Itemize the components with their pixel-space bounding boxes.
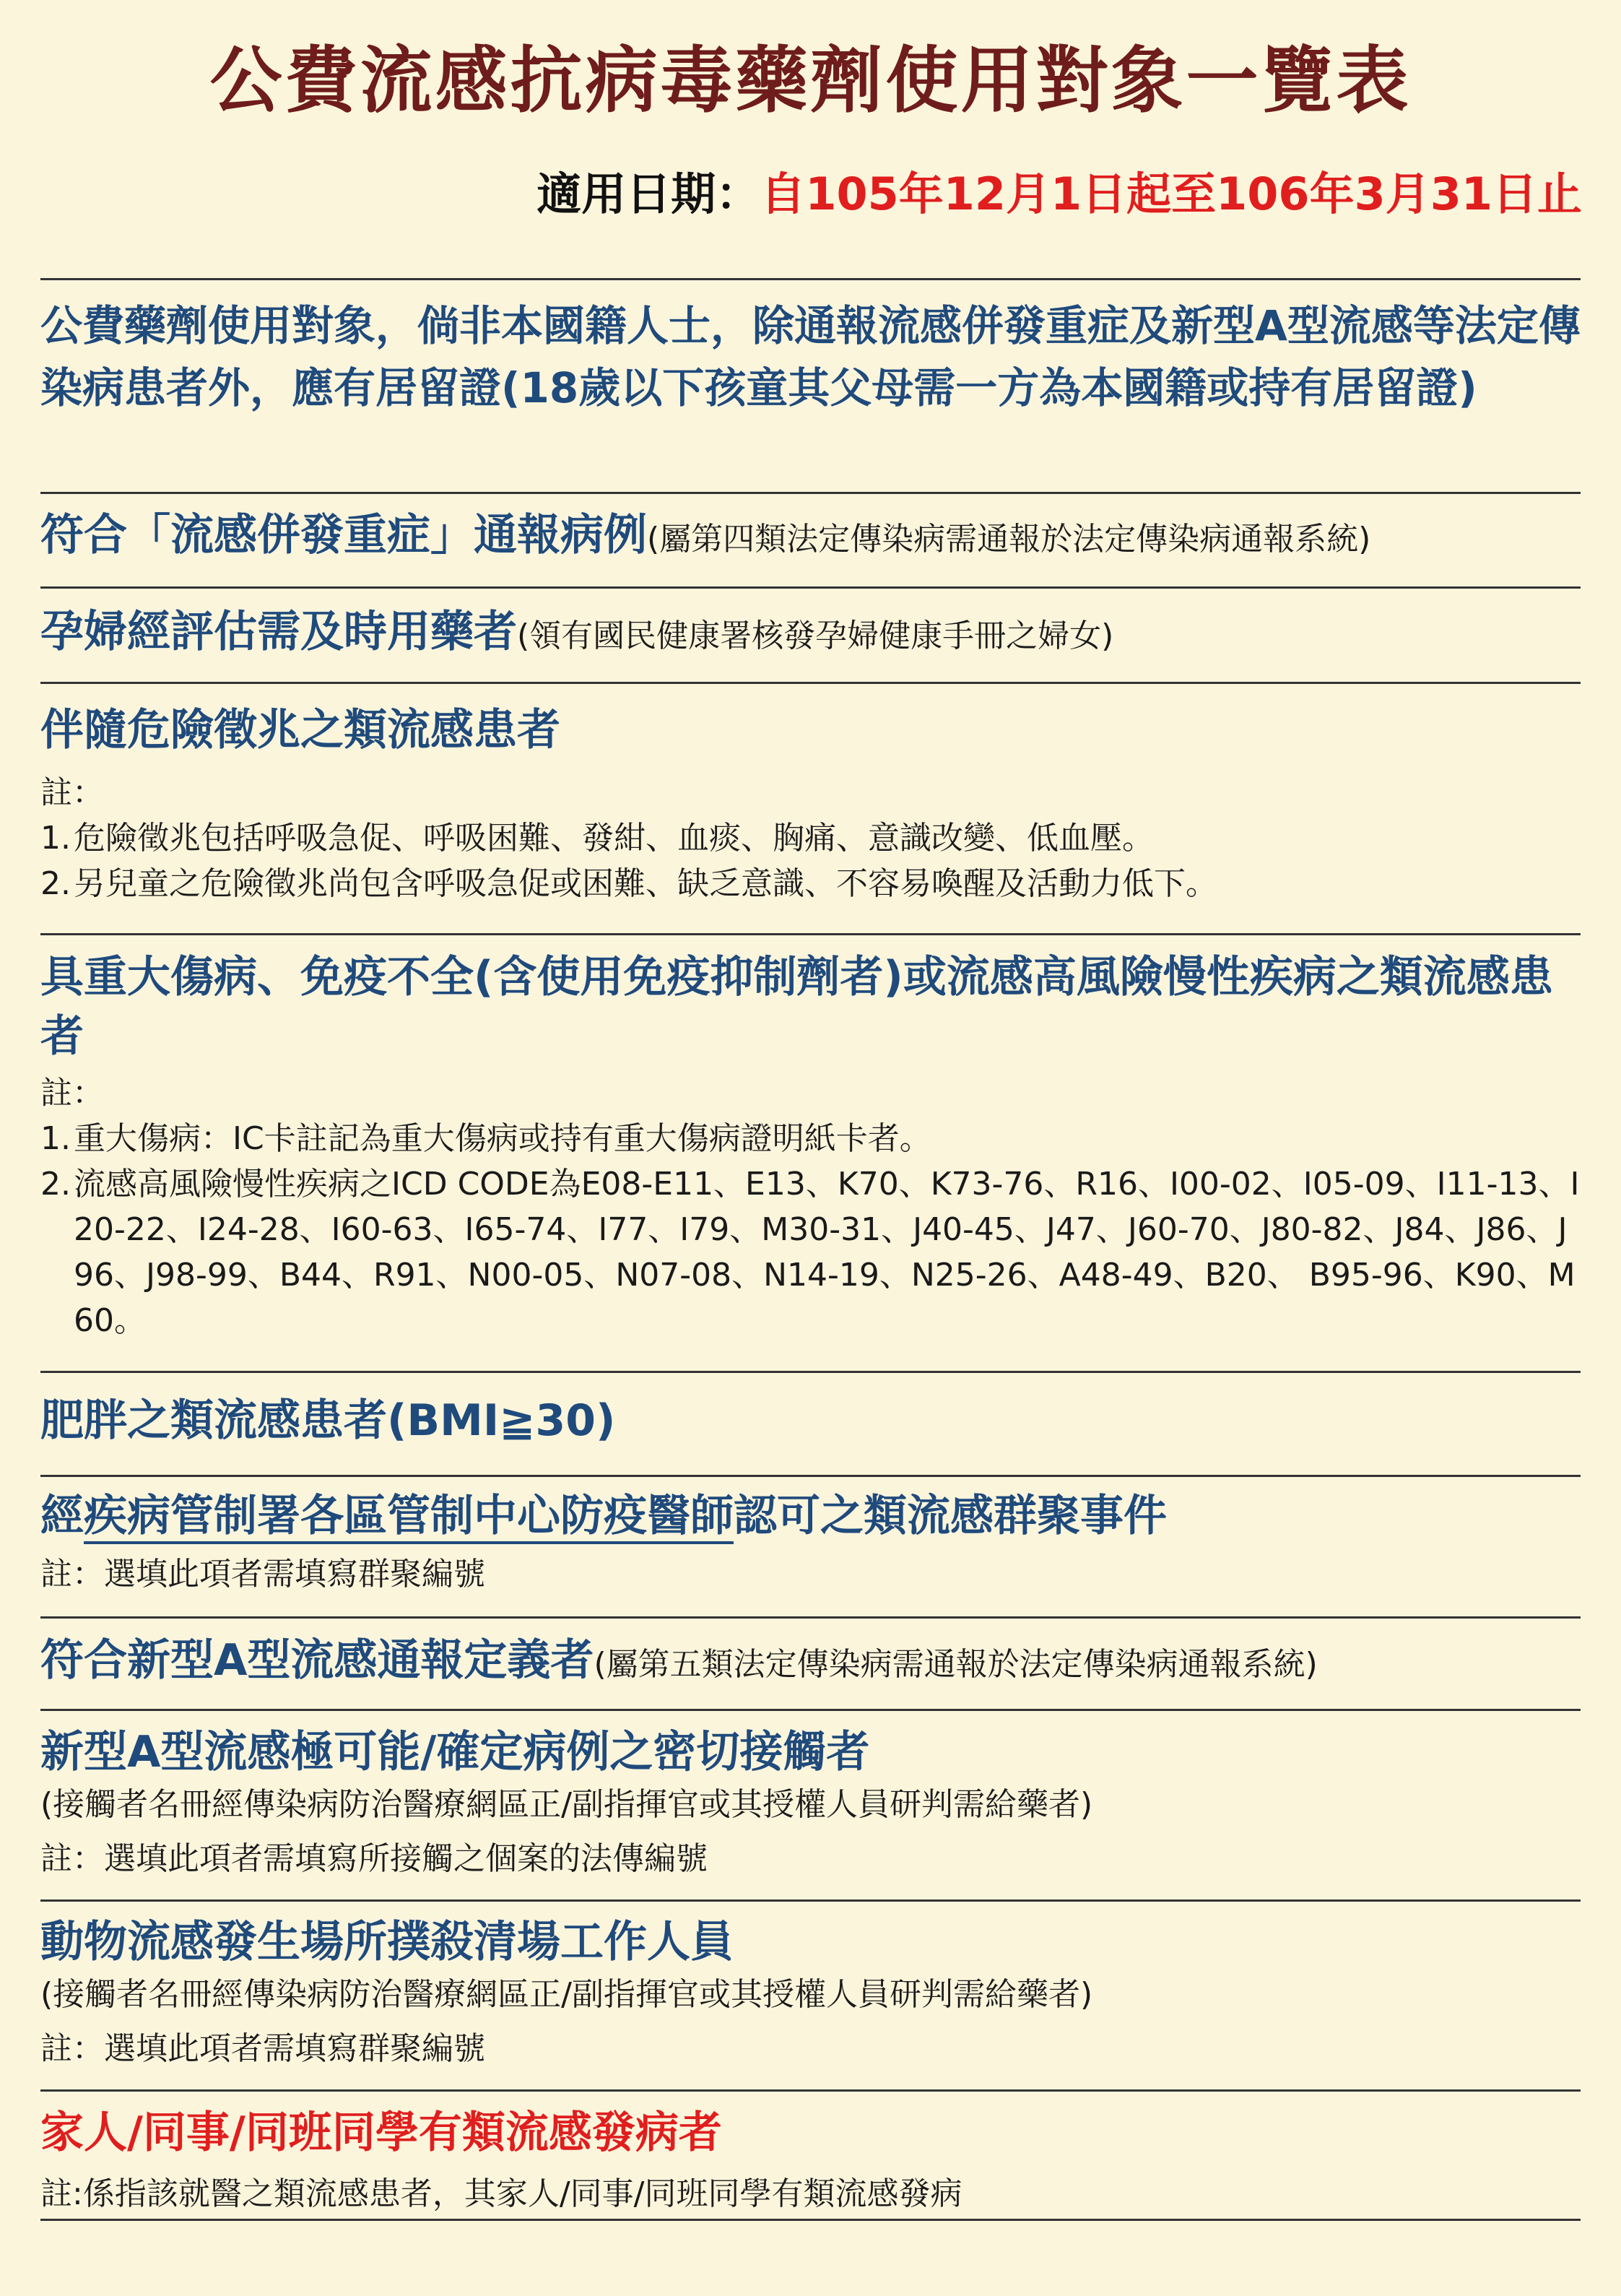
section-heading: [40, 506, 1581, 569]
divider: [40, 1475, 1581, 1477]
divider: [40, 682, 1581, 684]
section-obesity: [40, 1391, 1581, 1450]
note-item: [40, 1116, 1581, 1161]
section-heading: 家人/同事/同班同學有類流感發病者: [40, 2107, 722, 2158]
section-pregnant-women: [40, 602, 1581, 666]
section-heading-underlined: 疾病管制署各區管制中心防疫醫師: [84, 1491, 734, 1544]
note-item: [40, 815, 1581, 861]
section-heading: [40, 1631, 1581, 1694]
note-item-number: 1.: [40, 1120, 71, 1157]
divider: [40, 2219, 1581, 2221]
note-item-text: 另兒童之危險徵兆尚包含呼吸急促或困難、缺乏意識、不容易喚醒及活動力低下。: [74, 865, 1217, 902]
applicable-dates: [536, 168, 1582, 221]
section-note: 註：選填此項者需填寫群聚編號: [40, 2030, 485, 2067]
note-item-text: 重大傷病：IC卡註記為重大傷病或持有重大傷病證明紙卡者。: [74, 1120, 931, 1157]
note-item-number: 2.: [40, 865, 71, 902]
divider: [40, 1371, 1581, 1373]
note-item-number: 2.: [40, 1166, 71, 1203]
divider: [40, 1616, 1581, 1619]
section-heading-sub: (屬第四類法定傳染病需通報於法定傳染病通報系統): [647, 521, 1371, 558]
section-heading: 新型A型流感極可能/確定病例之密切接觸者: [40, 1727, 870, 1777]
section-heading-sub: (屬第五類法定傳染病需通報於法定傳染病通報系統): [594, 1646, 1318, 1683]
section-heading: 動物流感發生場所撲殺清場工作人員: [40, 1917, 734, 1967]
divider: [40, 492, 1581, 494]
section-heading-text: 經: [40, 1491, 84, 1541]
divider: [40, 1709, 1581, 1711]
section-heading: [40, 602, 1581, 666]
note-item-text: 危險徵兆包括呼吸急促、呼吸困難、發紺、血痰、胸痛、意識改變、低血壓。: [74, 820, 1154, 857]
note-label: 註：: [40, 1075, 104, 1112]
section-heading: 公費藥劑使用對象，倘非本國籍人士，除通報流感併發重症及新型A型流感等法定傳染病患者外，應有居留證(18歲以下孩童其父母需一方為本國籍或持有居留證): [40, 301, 1581, 412]
note-item: [40, 861, 1581, 906]
section-heading-text: 認可之類流感群聚事件: [734, 1491, 1167, 1541]
section-detail: (接觸者名冊經傳染病防治醫療網區正/副指揮官或其授權人員研判需給藥者): [40, 1976, 1093, 2013]
section-severe-complications: [40, 506, 1581, 569]
section-nonnational-eligibility: [40, 295, 1581, 419]
date-value: 自105年12月1日起至106年3月31日止: [760, 168, 1582, 220]
section-danger-signs: [40, 701, 1581, 906]
section-detail: (接觸者名冊經傳染病防治醫療網區正/副指揮官或其授權人員研判需給藥者): [40, 1786, 1093, 1823]
date-label: 適用日期：: [536, 168, 761, 220]
section-close-contacts: [40, 1723, 1581, 1881]
page-title: 公費流感抗病毒藥劑使用對象一覽表: [209, 38, 1412, 123]
section-novel-influenza-a: [40, 1631, 1581, 1694]
section-heading-text: 孕婦經評估需及時用藥者: [40, 607, 517, 657]
section-heading: [40, 1486, 1581, 1546]
divider: [40, 1899, 1581, 1902]
note-item-number: 1.: [40, 820, 71, 857]
section-heading-sub: (領有國民健康署核發孕婦健康手冊之婦女): [517, 618, 1114, 654]
note-item-text: 流感高風險慢性疾病之ICD CODE為E08-E11、E13、K70、K73-76、R16、I00-02、I05-09、I11-13、I20-22、I24-28、I60-63、I65-74、I77、I79、M30-31、J40-45、J47、J60-70、J80-82、J84、J86、J96、J98-99、B44、R91、N00-05、N07-08、N14-19、N25-26、A48-49、B20、 B95-96、K90、M60。: [74, 1166, 1580, 1339]
section-family-contacts: [40, 2103, 1581, 2217]
divider: [40, 933, 1581, 935]
section-heading: 具重大傷病、免疫不全(含使用免疫抑制劑者)或流感高風險慢性疾病之類流感患者: [40, 952, 1553, 1062]
note-label: 註：: [40, 774, 104, 811]
section-high-risk-chronic: [40, 948, 1581, 1343]
section-heading-text: 符合新型A型流感通報定義者: [40, 1635, 594, 1686]
section-animal-influenza-workers: [40, 1912, 1581, 2071]
divider: [40, 278, 1581, 280]
section-heading-text: 符合「流感併發重症」通報病例: [40, 510, 647, 560]
section-heading: 肥胖之類流感患者(BMI≧30): [40, 1395, 616, 1446]
divider: [40, 2089, 1581, 2092]
section-note: 註：選填此項者需填寫群聚編號: [40, 1556, 485, 1593]
section-note: 註：選填此項者需填寫所接觸之個案的法傳編號: [40, 1840, 708, 1877]
section-note: 註:係指該就醫之類流感患者，其家人/同事/同班同學有類流感發病: [40, 2175, 962, 2212]
divider: [40, 586, 1581, 589]
section-heading: 伴隨危險徵兆之類流感患者: [40, 705, 560, 755]
section-cluster-event: [40, 1486, 1581, 1597]
note-item: [40, 1161, 1581, 1343]
